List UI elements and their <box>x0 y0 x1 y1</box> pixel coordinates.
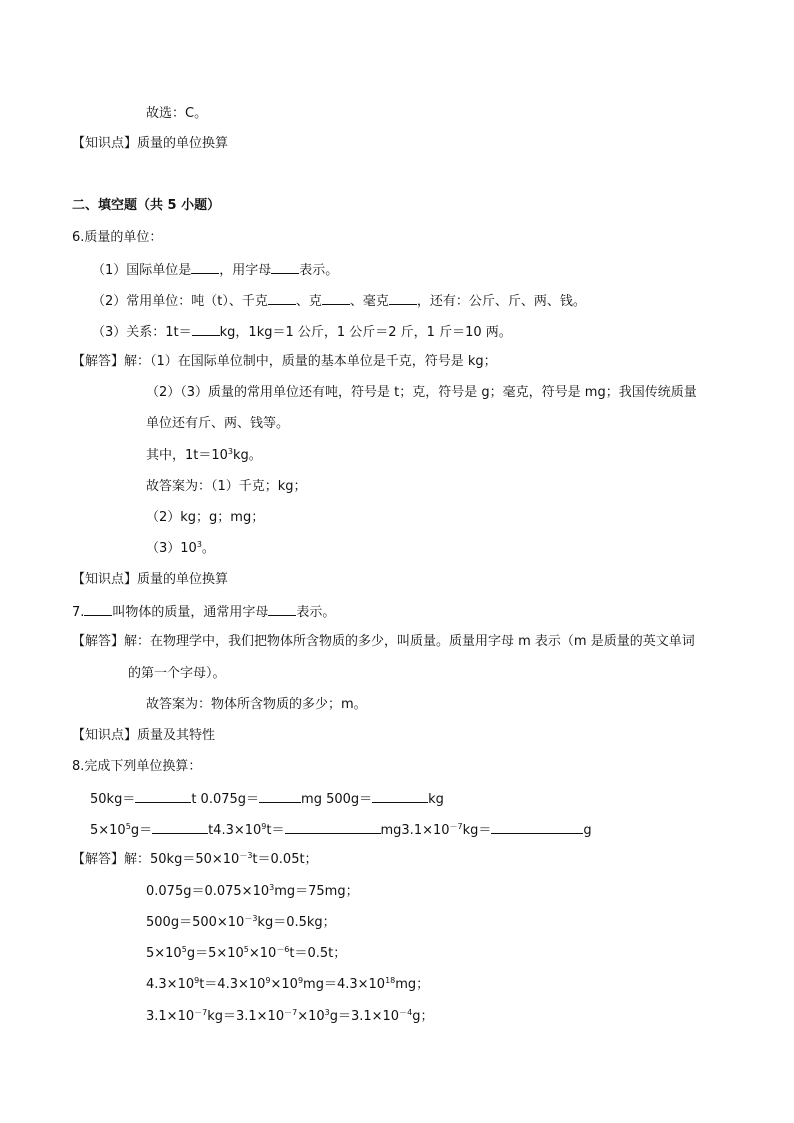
question-7-text: 7. 叫物体的质量，通常用字母 表示。 <box>72 605 336 620</box>
question-8-answer-line-2: $0.075g=0.075\times 10^3mg=75mg$； <box>146 883 359 899</box>
question-8-answer-line-1: 【解答】解：$50kg=50\times 10^{-3}t=0.05t$； <box>72 851 318 867</box>
question-6-part-2: （2）常用单位：吨（t）、千克 、克 、毫克 ，还有：公斤、斤、两、钱。 <box>92 294 586 309</box>
question-8-answer-line-5: $4.3\times 10^9t=4.3\times 10^9\times 10^9mg=4.3\times 10^{18}mg$； <box>146 976 430 992</box>
question-6-answer-line-4: 其中，$1t=10^3kg$。 <box>146 447 262 463</box>
question-8-answer-line-6: $3.1\times 10^{-7}kg=3.1\times 10^{-7}\times 10^3g=3.1\times 10^{-4}g$； <box>146 1008 434 1024</box>
question-7-answer-line-3: 故答案为：物体所含物质的多少；m。 <box>146 697 367 712</box>
answer-blank <box>285 821 381 834</box>
question-6-answer-line-5: 故答案为：（1）千克；kg； <box>146 479 307 494</box>
question-6-title: 6.质量的单位： <box>72 230 163 245</box>
answer-blank <box>192 323 220 336</box>
question-6-answer-line-2: （2）（3）质量的常用单位还有吨，符号是 t；克，符号是 g；毫克，符号是 mg；我国传统质量 <box>146 385 697 400</box>
answer-blank <box>271 261 299 274</box>
answer-blank <box>389 292 417 305</box>
knowledge-point: 【知识点】质量的单位换算 <box>72 136 229 151</box>
question-6-part-3: （3）关系：1t＝ kg，1kg＝1 公斤，1 公斤＝2 斤，1 斤＝10 两。 <box>92 325 512 340</box>
answer-blank <box>152 821 208 834</box>
question-8-row-1: 50kg＝ t 0.075g＝ mg 500g＝ kg <box>90 792 444 807</box>
question-7-knowledge-point: 【知识点】质量及其特性 <box>72 728 216 743</box>
question-7-answer-line-2: 的第一个字母）。 <box>128 666 226 681</box>
answer-blank <box>191 261 219 274</box>
question-6-answer-line-7: $(3)10^3$。 <box>146 540 215 556</box>
previous-answer: 故选：C。 <box>146 106 208 121</box>
question-8-title: 8.完成下列单位换算： <box>72 759 202 774</box>
question-6-answer-line-6: （2）kg；g；mg； <box>146 510 265 525</box>
question-7-answer-line-1: 【解答】解：在物理学中，我们把物体所含物质的多少，叫质量。质量用字母 m 表示（m 是质量的英文单词 <box>72 634 695 649</box>
answer-blank <box>372 790 428 803</box>
question-8-row-2: $5\times 10^5g= t4.3\times 10^9t= mg3.1\times 10^{-7}kg= g$ <box>90 822 592 838</box>
question-6-answer-line-3: 单位还有斤、两、钱等。 <box>146 416 290 431</box>
answer-blank <box>322 292 350 305</box>
question-6-knowledge-point: 【知识点】质量的单位换算 <box>72 572 229 587</box>
answer-blank <box>84 603 112 616</box>
question-8-answer-line-3: $500g=500\times 10^{-3}kg=0.5kg$； <box>146 914 336 930</box>
answer-blank <box>491 821 583 834</box>
question-8-answer-line-4: $5\times 10^5g=5\times 10^5\times 10^{-6}t=0.5t$； <box>146 945 347 961</box>
answer-blank <box>135 790 191 803</box>
answer-blank <box>268 603 296 616</box>
question-6-answer-line-1: 【解答】解：（1）在国际单位制中，质量的基本单位是千克，符号是 kg； <box>72 354 497 369</box>
section-heading: 二、填空题（共 5 小题） <box>72 198 221 213</box>
answer-blank <box>259 790 301 803</box>
question-6-part-1: （1）国际单位是 ，用字母 表示。 <box>92 263 339 278</box>
answer-blank <box>268 292 296 305</box>
